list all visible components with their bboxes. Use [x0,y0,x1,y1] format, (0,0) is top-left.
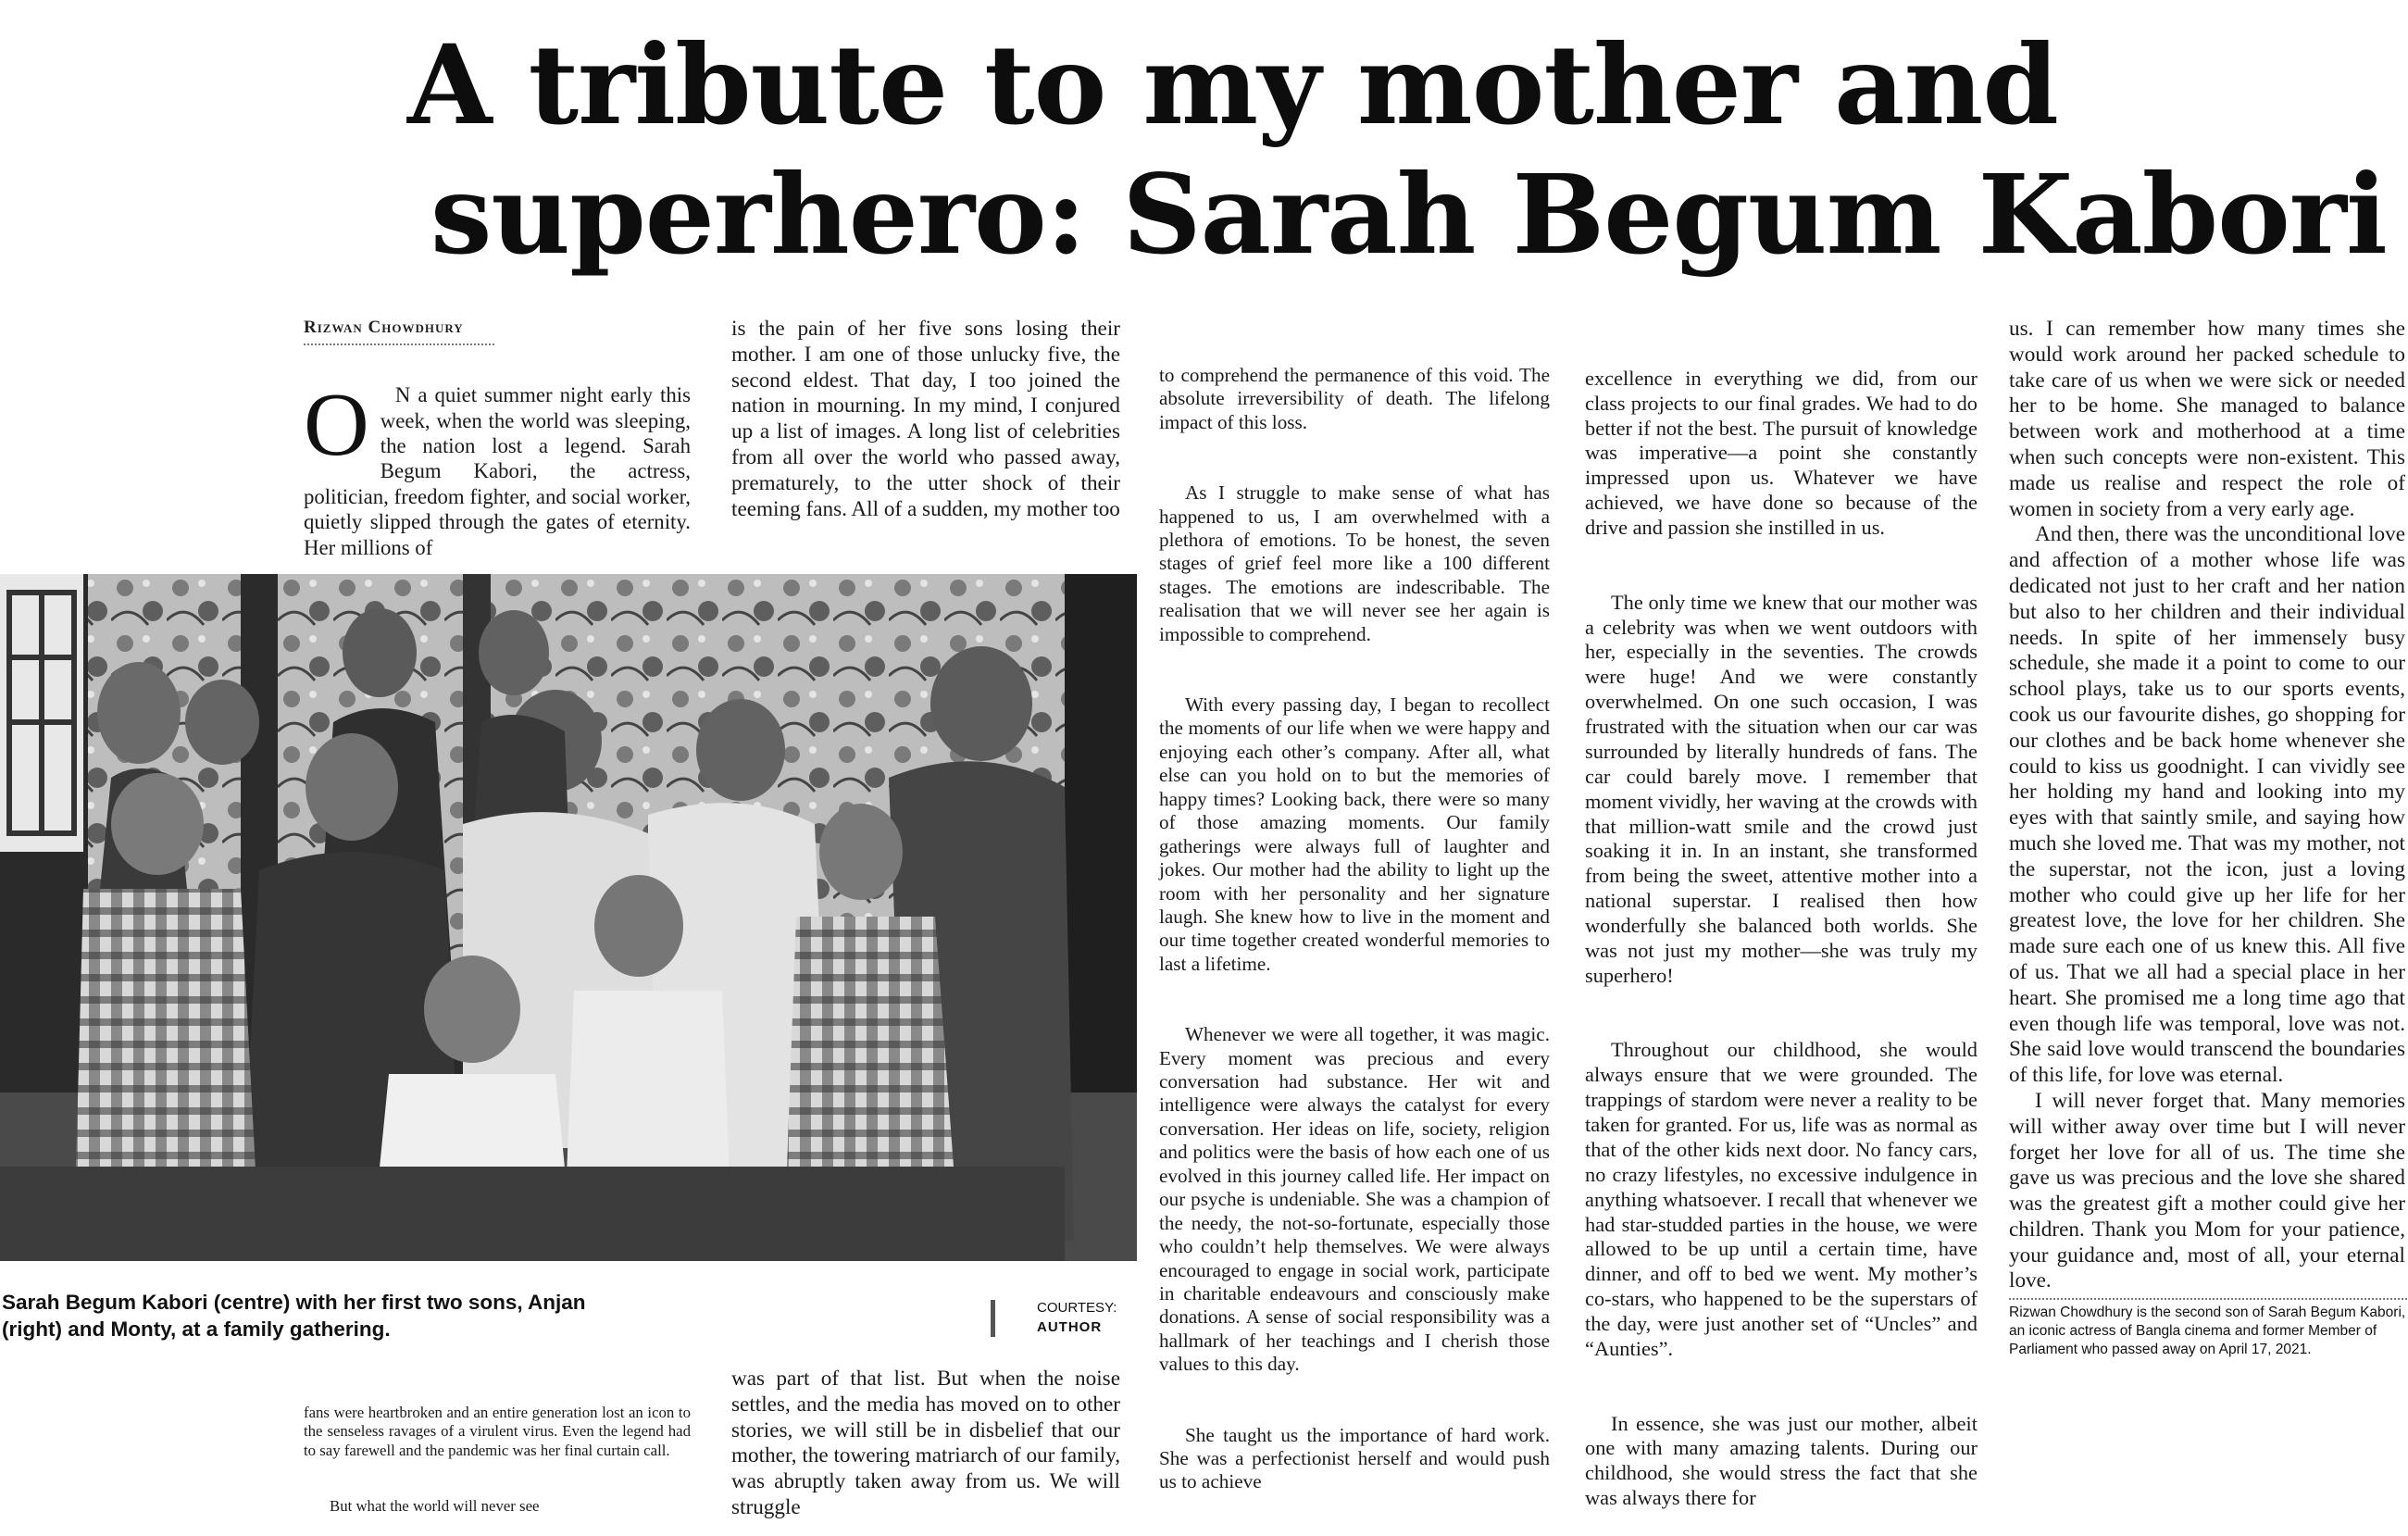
family-photo [0,574,1137,1261]
photo-caption: Sarah Begum Kabori (centre) with her first two sons, Anjan (right) and Monty, at a family gathering. [2,1291,586,1341]
column-1-bottom [304,1367,695,1534]
photo-credit [1037,1298,1157,1337]
credit-source: AUTHOR [1037,1319,1103,1335]
column-3 [1159,317,1555,1534]
column-2-bottom: was part of that list. But when the noise settles, and the media has moved on to other stories, we will still be in disbelief that our mother, the towering matriarch of our family, was abruptly taken away from us. We will struggle [731,1367,1126,1519]
headline-line-2: superhero: Sarah Begum Kabori [430,150,2387,279]
column-4-para: Throughout our childhood, she would always ensure that we were grounded. The trappings of stardom were never a reality to be taken for granted. For us, life was as normal as that of the other kids next door. No fancy cars, no crazy lifestyles, no excessive indulgence in anything whatsoever. I recall that whenever we had star-studded parties in the house, we were allowed to be up until a certain time, have dinner, and off to bed we went. My mother’s co-stars, who happened to be the superstars of the day, were just another set of “Uncles” and “Aunties”. [1585,1038,1983,1360]
drop-cap: O [304,375,369,476]
column-5-para: And then, there was the unconditional love and affection of a mother whose life was dedicated not just to her craft and her nation but also to her children and their individual needs. In spite of her immensely busy schedule, she made it a point to come to our school plays, take us to our sports events, cook us our favourite dishes, go shopping for our clothes and be back home whenever she could to kiss us goodnight. I can vividly see her holding my hand and looking into my eyes with that saintly smile, and saying how much she loved me. That was my mother, not the superstar, not the icon, just a loving mother who could give up her life for her greatest love, the love for her children. She made sure each one of us knew this. All five of us. That we all had a special place in her heart. She promised me a long time ago that even though life was temporal, love was not. She said love would transcend the boundaries of this life, for love was eternal. [2009,522,2405,1088]
family-photo-image [0,574,1137,1261]
column-1-top [304,357,696,559]
byline: Rizwan Chowdhury [304,318,494,345]
credit-label: COURTESY: [1037,1300,1117,1316]
column-4-para: excellence in everything we did, from our class projects to our final grades. We had to do better if not the best. The pursuit of knowledge was imperative—a point she constantly impressed upon us. Whatever we have achieved, we have done so because of the drive and passion she instilled in us. [1585,366,1983,539]
headline-line-1: A tribute to my mother and [407,20,2058,149]
column-3-para: She taught us the importance of hard work. She was a perfectionist herself and would push us to achieve [1159,1423,1555,1493]
column-4-para: The only time we knew that our mother was a celebrity was when we went outdoors with her, especially in the seventies. The crowds were huge! And we were constantly overwhelmed. On one such occasion, I was frustrated with the situation when our car was surrounded by literally hundreds of fans. The car could barely move. I remember that moment vividly, her waving at the crowds with that million-watt smile and the crowd just soaking it in. In an instant, she transformed from being the sweet, attentive mother into a national superstar. I realised then how wonderfully she balanced both worlds. She was not just my mother—she was truly my superhero! [1585,590,1983,987]
column-4-para: In essence, she was just our mother, albeit one with many amazing talents. During our childhood, she would stress the fact that she was always there for [1585,1411,1983,1510]
column-3-para: With every passing day, I began to recollect the moments of our life when we were happy and enjoying each other’s company. After all, what else can you hold on to but the memories of happy times? Looking back, there were so many of those amazing moments. Our family gatherings were always full of laughter and jokes. Our mother had the ability to light up the room with her personality and her signature laugh. She knew how to live in the moment and our time together created wonderful memories to last a lifetime. [1159,693,1555,975]
column-5 [2009,317,2405,1294]
credit-divider [991,1300,995,1337]
column-4 [1585,317,1983,1534]
column-5-para: us. I can remember how many times she would work around her packed schedule to take care of us when we were sick or needed her to be home. She managed to balance between work and motherhood at a time when such concepts were non-existent. This made us realise and respect the role of women in society from a very early age. [2009,317,2405,521]
headline [407,20,2387,280]
column-2-top: is the pain of her five sons losing their mother. I am one of those unlucky five, the second eldest. That day, I too joined the nation in mourning. In my mind, I conjured up a list of images. A long list of celebrities from all over the world who passed away, prematurely, to the utter shock of their teeming fans. All of a sudden, my mother too [731,317,1126,521]
column-3-para: As I struggle to make sense of what has happened to us, I am overwhelmed with a plethora of emotions. To be honest, the seven stages of grief feel more like a 100 different stages. The emotions are indescribable. The realisation that we will never see her again is impossible to comprehend. [1159,481,1555,645]
column-3-para: Whenever we were all together, it was magic. Every moment was precious and every conversation had substance. Her wit and intelligence were always the catalyst for every conversation. Her ideas on life, society, religion and politics were the basis of how each one of us evolved in this journey called life. Her impact on our psyche is undeniable. She was a champion of the needy, the not-so-fortunate, especially those who couldn’t help themselves. We were always encouraged to engage in social work, participate in charitable endeavours and consciously make donations. A sense of social responsibility was a hallmark of her teachings and I cherish those values to this day. [1159,1023,1555,1376]
author-note: Rizwan Chowdhury is the second son of Sarah Begum Kabori, an iconic actress of Bangla cinema and former Member of Parliament who passed away on April 17, 2021. [2009,1298,2407,1359]
column-5-para: I will never forget that. Many memories will wither away over time but I will never forget her love for all of us. The time she gave us was precious and the love she shared was the greatest gift a mother could give her children. Thank you Mom for your patience, your guidance and, most of all, your eternal love. [2009,1088,2405,1293]
column-1-bottom-para-2: But what the world will never see [330,1497,540,1516]
column-1-bottom-para-1: fans were heartbroken and an entire generation lost an icon to the senseless ravages of a virulent virus. Even the legend had to say farewell and the pandemic was her final curtain call. [304,1404,695,1459]
column-1-top-text: N a quiet summer night early this week, when the world was sleeping, the nation lost a legend. Sarah Begum Kabori, the actress, politician, freedom fighter, and social worker, quietly slipped through the gates of eternity. Her millions of [304,383,696,559]
column-3-para: to comprehend the permanence of this void. The absolute irreversibility of death. The lifelong impact of this loss. [1159,363,1555,433]
